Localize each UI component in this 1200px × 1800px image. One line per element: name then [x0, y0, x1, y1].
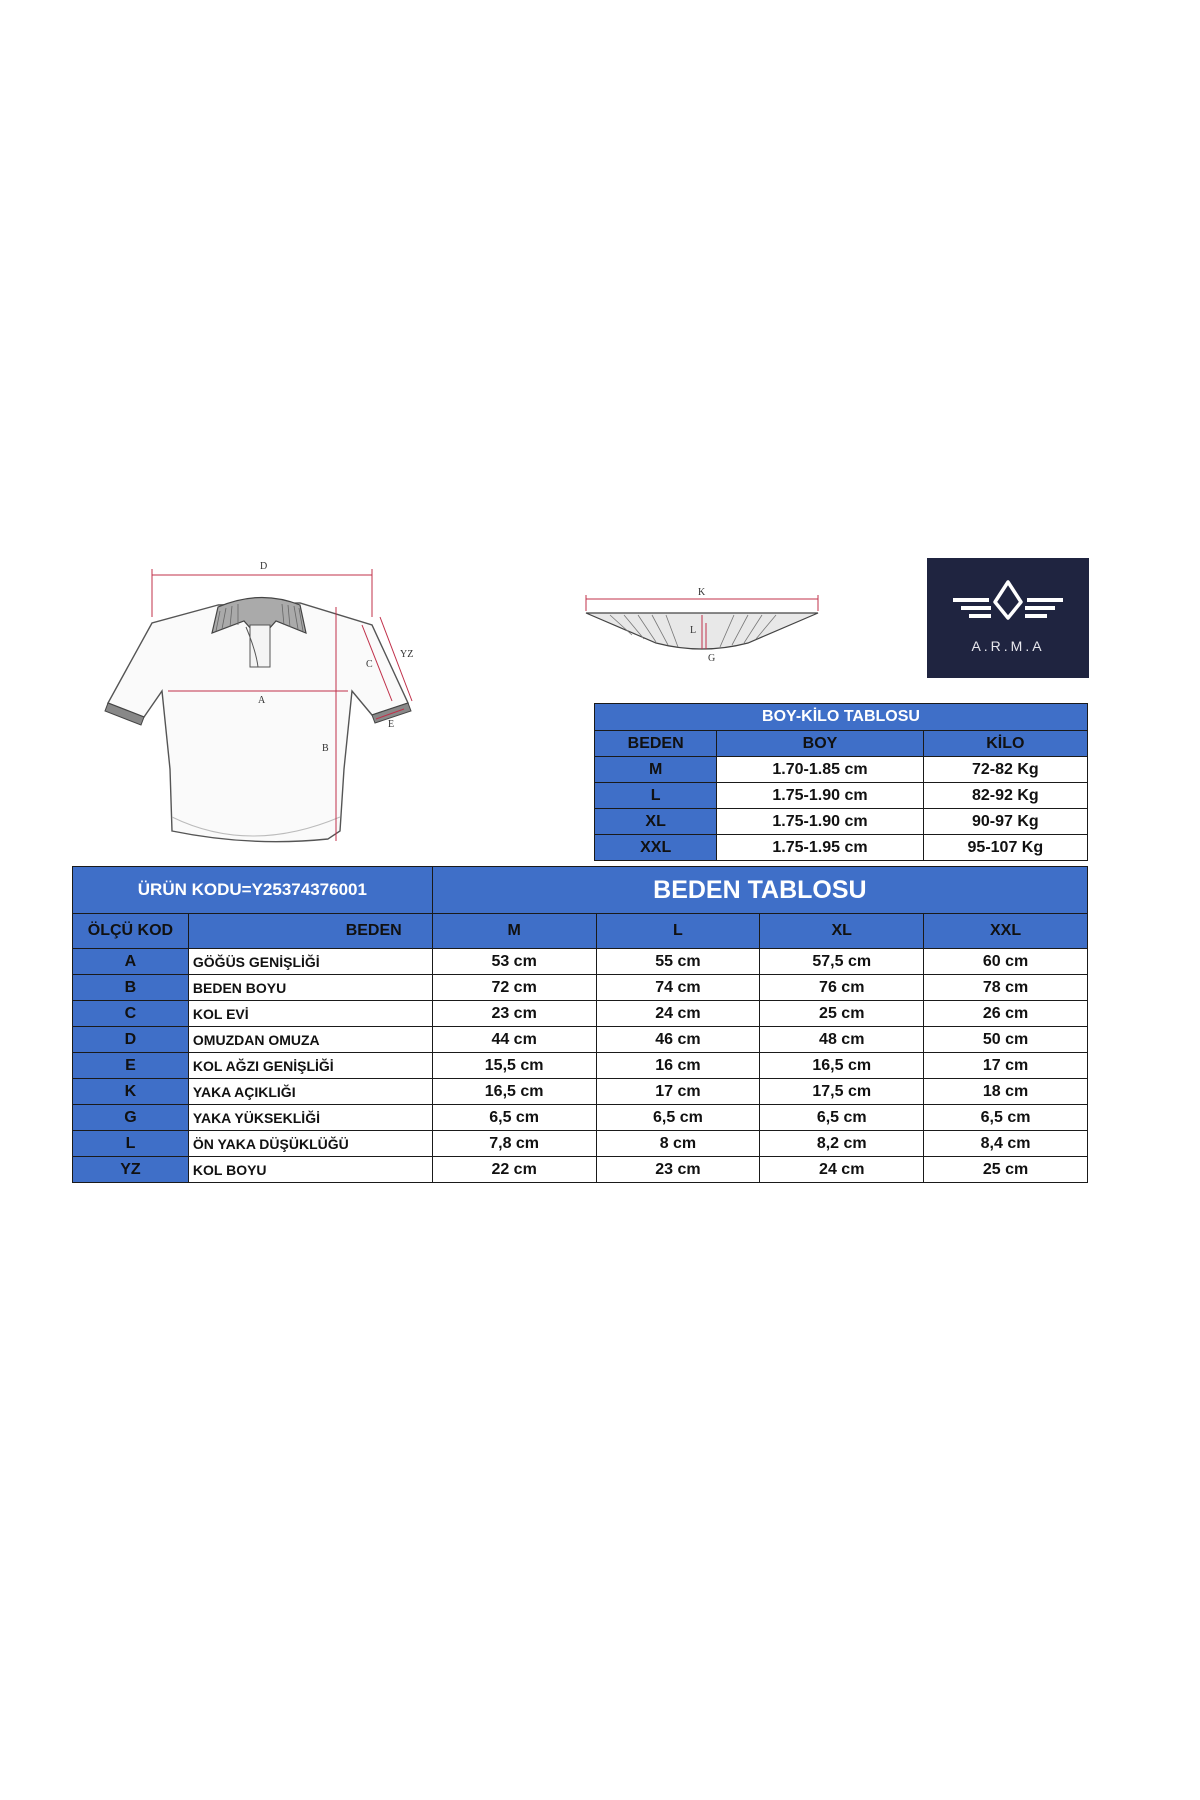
- table-row: [595, 757, 1088, 783]
- measurement-value-cell: 76 cm: [760, 975, 924, 1001]
- measurement-value-cell: 25 cm: [924, 1157, 1088, 1183]
- measurement-value-cell: 55 cm: [596, 949, 760, 975]
- label-yz: YZ: [400, 649, 414, 660]
- measurement-value-cell: 26 cm: [924, 1001, 1088, 1027]
- measurement-name-cell: BEDEN BOYU: [188, 975, 432, 1001]
- header-size-xxl: XXL: [924, 914, 1088, 949]
- table-row: [595, 809, 1088, 835]
- measurement-value-cell: 22 cm: [432, 1157, 596, 1183]
- measurement-value-cell: 78 cm: [924, 975, 1088, 1001]
- measurement-value-cell: 6,5 cm: [924, 1105, 1088, 1131]
- label-d: D: [260, 561, 268, 572]
- measurement-value-cell: 72 cm: [432, 975, 596, 1001]
- olcu-kod-cell: C: [73, 1001, 189, 1027]
- measurement-value-cell: 46 cm: [596, 1027, 760, 1053]
- boy-cell: 1.75-1.95 cm: [717, 835, 923, 861]
- measurement-name-cell: YAKA YÜKSEKLİĞİ: [188, 1105, 432, 1131]
- olcu-kod-cell: K: [73, 1079, 189, 1105]
- table-row: [595, 835, 1088, 861]
- table-row: [73, 1001, 1088, 1027]
- measurement-value-cell: 6,5 cm: [596, 1105, 760, 1131]
- olcu-kod-cell: B: [73, 975, 189, 1001]
- measurement-value-cell: 25 cm: [760, 1001, 924, 1027]
- measurement-value-cell: 16 cm: [596, 1053, 760, 1079]
- measurement-value-cell: 24 cm: [596, 1001, 760, 1027]
- measurement-name-cell: OMUZDAN OMUZA: [188, 1027, 432, 1053]
- kilo-cell: 82-92 Kg: [923, 783, 1087, 809]
- measurement-name-cell: KOL AĞZI GENİŞLİĞİ: [188, 1053, 432, 1079]
- olcu-kod-cell: L: [73, 1131, 189, 1157]
- measurement-name-cell: YAKA AÇIKLIĞI: [188, 1079, 432, 1105]
- olcu-kod-cell: D: [73, 1027, 189, 1053]
- label-l: L: [690, 625, 697, 636]
- urun-kodu: ÜRÜN KODU=Y25374376001: [73, 867, 433, 914]
- measurement-value-cell: 23 cm: [596, 1157, 760, 1183]
- boy-kilo-table: [594, 703, 1088, 861]
- measurement-value-cell: 44 cm: [432, 1027, 596, 1053]
- header-size-l: L: [596, 914, 760, 949]
- measurement-value-cell: 17,5 cm: [760, 1079, 924, 1105]
- collar-diagram: [580, 585, 830, 665]
- measurement-value-cell: 60 cm: [924, 949, 1088, 975]
- label-k: K: [698, 587, 706, 598]
- label-a: A: [258, 695, 266, 706]
- header-olcu-kod: ÖLÇÜ KOD: [73, 914, 189, 949]
- measurement-value-cell: 6,5 cm: [432, 1105, 596, 1131]
- olcu-kod-cell: E: [73, 1053, 189, 1079]
- table-row: [595, 783, 1088, 809]
- measurement-value-cell: 53 cm: [432, 949, 596, 975]
- measurement-name-cell: KOL BOYU: [188, 1157, 432, 1183]
- header-boy: BOY: [717, 731, 923, 757]
- header-beden: BEDEN: [188, 914, 432, 949]
- measurement-value-cell: 48 cm: [760, 1027, 924, 1053]
- olcu-kod-cell: YZ: [73, 1157, 189, 1183]
- arma-wings-icon: [949, 578, 1067, 630]
- label-c: C: [366, 659, 373, 670]
- measurement-name-cell: KOL EVİ: [188, 1001, 432, 1027]
- kilo-cell: 95-107 Kg: [923, 835, 1087, 861]
- measurement-value-cell: 50 cm: [924, 1027, 1088, 1053]
- measurement-value-cell: 16,5 cm: [760, 1053, 924, 1079]
- boy-cell: 1.70-1.85 cm: [717, 757, 923, 783]
- olcu-kod-cell: G: [73, 1105, 189, 1131]
- header-size-xl: XL: [760, 914, 924, 949]
- measurement-value-cell: 8 cm: [596, 1131, 760, 1157]
- header-size-m: M: [432, 914, 596, 949]
- measurement-name-cell: ÖN YAKA DÜŞÜKLÜĞÜ: [188, 1131, 432, 1157]
- size-cell: XL: [595, 809, 717, 835]
- label-b: B: [322, 743, 329, 754]
- olcu-kod-cell: A: [73, 949, 189, 975]
- measurement-value-cell: 16,5 cm: [432, 1079, 596, 1105]
- beden-tablosu-rows: [73, 949, 1088, 1183]
- measurement-value-cell: 17 cm: [596, 1079, 760, 1105]
- kilo-cell: 72-82 Kg: [923, 757, 1087, 783]
- measurement-value-cell: 23 cm: [432, 1001, 596, 1027]
- measurement-value-cell: 17 cm: [924, 1053, 1088, 1079]
- size-cell: M: [595, 757, 717, 783]
- measurement-value-cell: 15,5 cm: [432, 1053, 596, 1079]
- measurement-value-cell: 57,5 cm: [760, 949, 924, 975]
- beden-tablosu-table: [72, 866, 1088, 1183]
- measurement-value-cell: 74 cm: [596, 975, 760, 1001]
- kilo-cell: 90-97 Kg: [923, 809, 1087, 835]
- table-row: [73, 1131, 1088, 1157]
- size-cell: XXL: [595, 835, 717, 861]
- table-row: [73, 1053, 1088, 1079]
- boy-cell: 1.75-1.90 cm: [717, 783, 923, 809]
- table-row: [73, 1027, 1088, 1053]
- measurement-value-cell: 7,8 cm: [432, 1131, 596, 1157]
- header-beden: BEDEN: [595, 731, 717, 757]
- measurement-name-cell: GÖĞÜS GENİŞLİĞİ: [188, 949, 432, 975]
- label-g: G: [708, 653, 716, 664]
- arma-logo: [927, 558, 1089, 678]
- measurement-value-cell: 18 cm: [924, 1079, 1088, 1105]
- shirt-diagram: [100, 555, 480, 855]
- boy-kilo-title: BOY-KİLO TABLOSU: [595, 704, 1088, 731]
- beden-tablosu-title: BEDEN TABLOSU: [432, 867, 1087, 914]
- measurement-value-cell: 6,5 cm: [760, 1105, 924, 1131]
- boy-cell: 1.75-1.90 cm: [717, 809, 923, 835]
- table-row: [73, 1157, 1088, 1183]
- table-row: [73, 1079, 1088, 1105]
- logo-text: A.R.M.A: [971, 638, 1045, 654]
- size-cell: L: [595, 783, 717, 809]
- table-row: [73, 1105, 1088, 1131]
- table-row: [73, 975, 1088, 1001]
- label-e: E: [388, 719, 395, 730]
- measurement-value-cell: 24 cm: [760, 1157, 924, 1183]
- measurement-value-cell: 8,2 cm: [760, 1131, 924, 1157]
- header-kilo: KİLO: [923, 731, 1087, 757]
- measurement-value-cell: 8,4 cm: [924, 1131, 1088, 1157]
- table-row: [73, 949, 1088, 975]
